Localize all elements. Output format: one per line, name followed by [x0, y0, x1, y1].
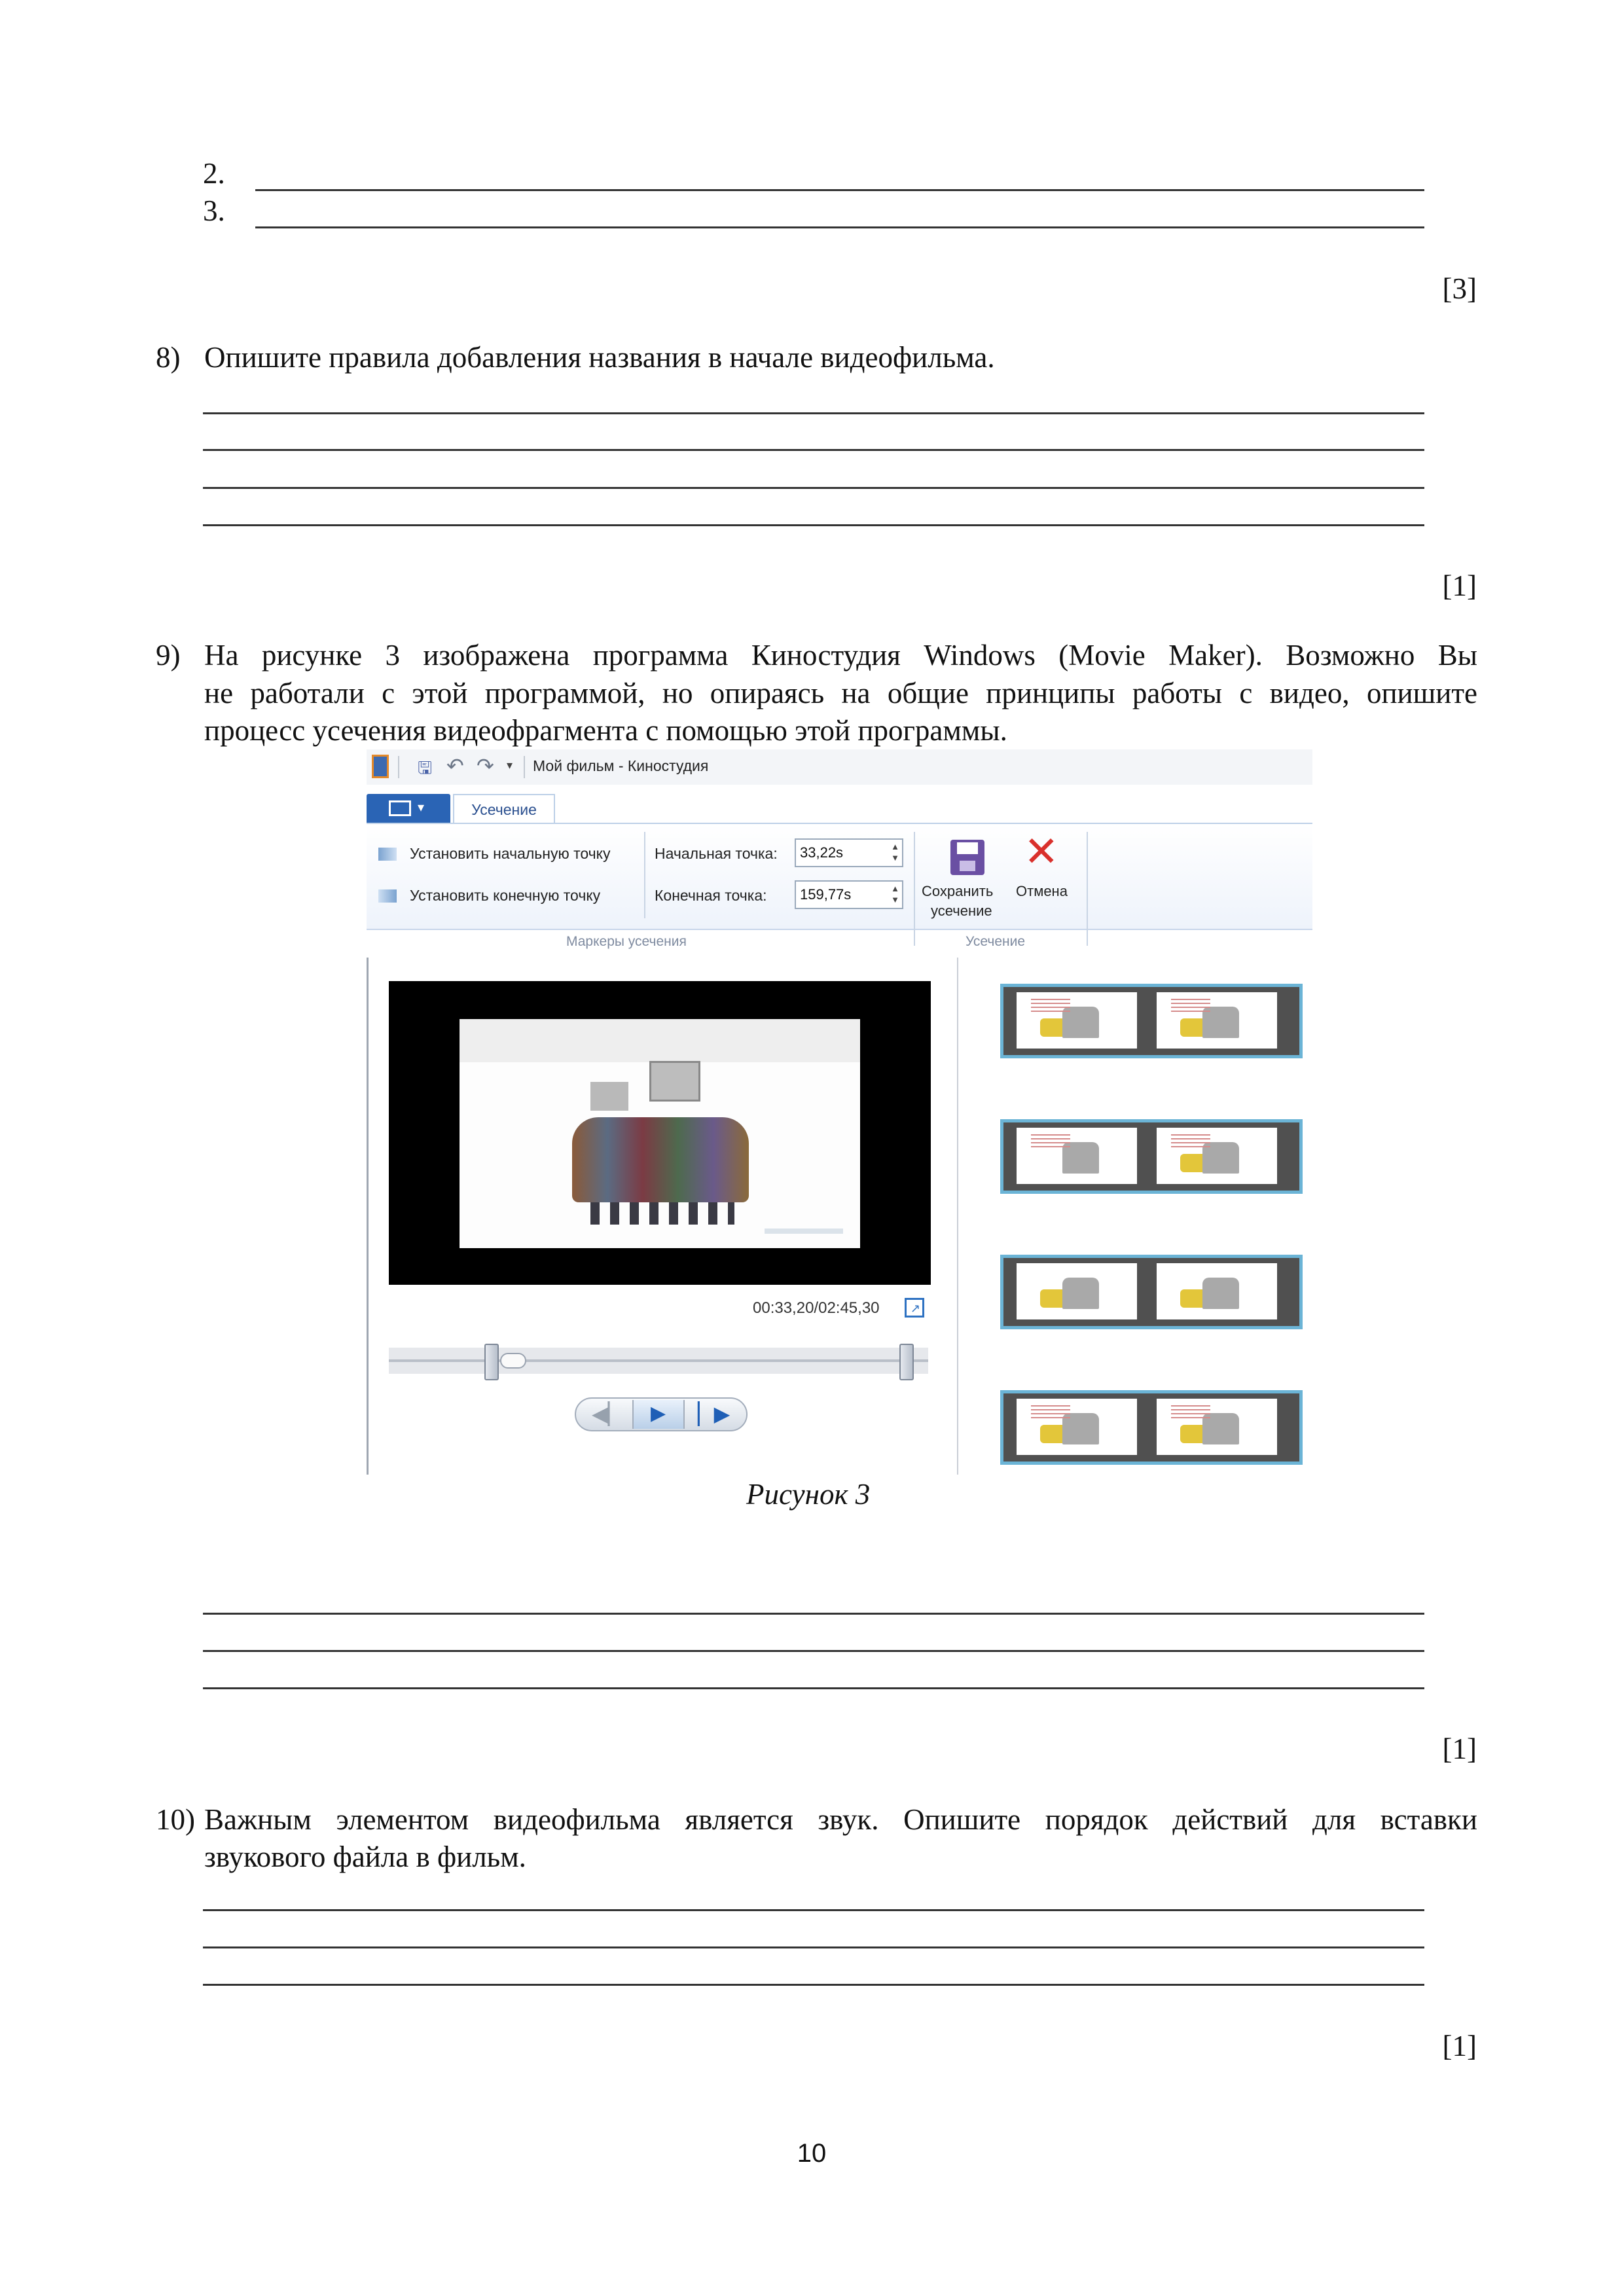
storyboard-clip[interactable] — [1000, 1255, 1303, 1329]
app-icon — [372, 755, 389, 778]
answer-line[interactable] — [255, 226, 1424, 228]
answer-line[interactable] — [203, 412, 1424, 414]
start-point-field[interactable] — [795, 838, 903, 867]
answer-line[interactable] — [203, 524, 1424, 526]
cancel-button[interactable]: Отмена — [1016, 883, 1068, 899]
video-frame — [460, 1019, 860, 1248]
undo-icon[interactable]: ↶ — [446, 754, 464, 778]
list-number-2: 2. — [203, 157, 225, 190]
save-trim-button[interactable] — [922, 883, 993, 900]
video-preview[interactable] — [389, 981, 931, 1285]
answer-line[interactable] — [203, 1650, 1424, 1652]
score-mark: [1] — [1442, 569, 1477, 602]
end-point-value: 159,77s — [800, 886, 852, 903]
set-start-icon — [378, 848, 397, 861]
group-label-trim: Усечение — [965, 934, 1026, 949]
save-trim-icon — [950, 840, 984, 875]
set-end-button[interactable]: Установить конечную точку — [410, 887, 601, 904]
window-title: Мой фильм - Киностудия — [533, 757, 709, 774]
answer-line[interactable] — [203, 1687, 1424, 1689]
question-number: 8) — [156, 341, 181, 374]
storyboard-clip[interactable] — [1000, 1390, 1303, 1465]
score-mark: [3] — [1442, 272, 1477, 305]
answer-line[interactable] — [203, 1909, 1424, 1911]
score-mark: [1] — [1442, 2030, 1477, 2062]
question-text-line: не работали с этой программой, но опираясь на общие принципы работы с видео, опишите — [204, 677, 1477, 709]
figure-caption: Рисунок 3 — [746, 1478, 871, 1511]
tab-trim[interactable]: Усечение — [453, 794, 555, 824]
answer-line[interactable] — [203, 1946, 1424, 1948]
answer-line[interactable] — [203, 1613, 1424, 1615]
list-number-3: 3. — [203, 194, 225, 227]
trim-end-handle[interactable] — [899, 1344, 914, 1380]
play-icon: ▶ — [651, 1403, 666, 1424]
question-text-line: Важным элементом видеофильма является звук. Опишите порядок действий для вставки — [204, 1803, 1477, 1836]
start-point-label: Начальная точка: — [655, 845, 778, 862]
answer-line[interactable] — [203, 487, 1424, 489]
question-number: 10) — [156, 1803, 195, 1836]
storyboard-clip[interactable] — [1000, 984, 1303, 1058]
score-mark: [1] — [1442, 1732, 1477, 1765]
spin-arrows-icon[interactable]: ▲ ▼ — [891, 842, 899, 863]
fullscreen-icon[interactable]: ↗ — [905, 1298, 924, 1318]
answer-line[interactable] — [203, 1984, 1424, 1986]
quick-access-dropdown-icon[interactable]: ▾ — [507, 759, 513, 772]
set-start-button[interactable]: Установить начальную точку — [410, 845, 611, 862]
set-end-icon — [378, 889, 397, 903]
question-text-line: звукового файла в фильм. — [204, 1840, 526, 1873]
question-text: Опишите правила добавления названия в начале видеофильма. — [204, 341, 995, 374]
redo-icon[interactable]: ↷ — [477, 754, 494, 778]
save-trim-label-line2: усечение — [931, 903, 992, 919]
save-trim-label-line1: Сохранить — [922, 883, 994, 899]
group-label-markers: Маркеры усечения — [566, 934, 687, 949]
title-bar — [367, 749, 1312, 785]
question-text-line: процесс усечения видеофрагмента с помощью этой программы. — [204, 714, 1007, 747]
start-point-value: 33,22s — [800, 844, 844, 861]
answer-line[interactable] — [203, 449, 1424, 451]
answer-line[interactable] — [255, 189, 1424, 191]
playhead[interactable] — [500, 1353, 526, 1369]
spin-arrows-icon[interactable]: ▲ ▼ — [891, 884, 899, 905]
timecode: 00:33,20/02:45,30 — [753, 1299, 880, 1317]
end-point-label: Конечная точка: — [655, 887, 767, 904]
cancel-icon: ✕ — [1024, 828, 1059, 875]
movie-maker-screenshot — [367, 749, 1312, 1475]
trim-start-handle[interactable] — [484, 1344, 499, 1380]
storyboard-clip[interactable] — [1000, 1119, 1303, 1194]
file-menu-button[interactable]: ▾ — [367, 794, 450, 823]
question-text-line: На рисунке 3 изображена программа Киностудия Windows (Movie Maker). Возможно Вы — [204, 639, 1477, 672]
end-point-field[interactable] — [795, 880, 903, 909]
previous-frame-icon[interactable]: ◀▏ — [592, 1402, 624, 1426]
save-icon[interactable]: 🖫 — [418, 758, 433, 778]
play-button[interactable] — [632, 1400, 685, 1429]
page-number: 10 — [797, 2139, 827, 2168]
next-frame-icon[interactable]: ▏▶ — [698, 1402, 731, 1426]
question-number: 9) — [156, 639, 181, 672]
